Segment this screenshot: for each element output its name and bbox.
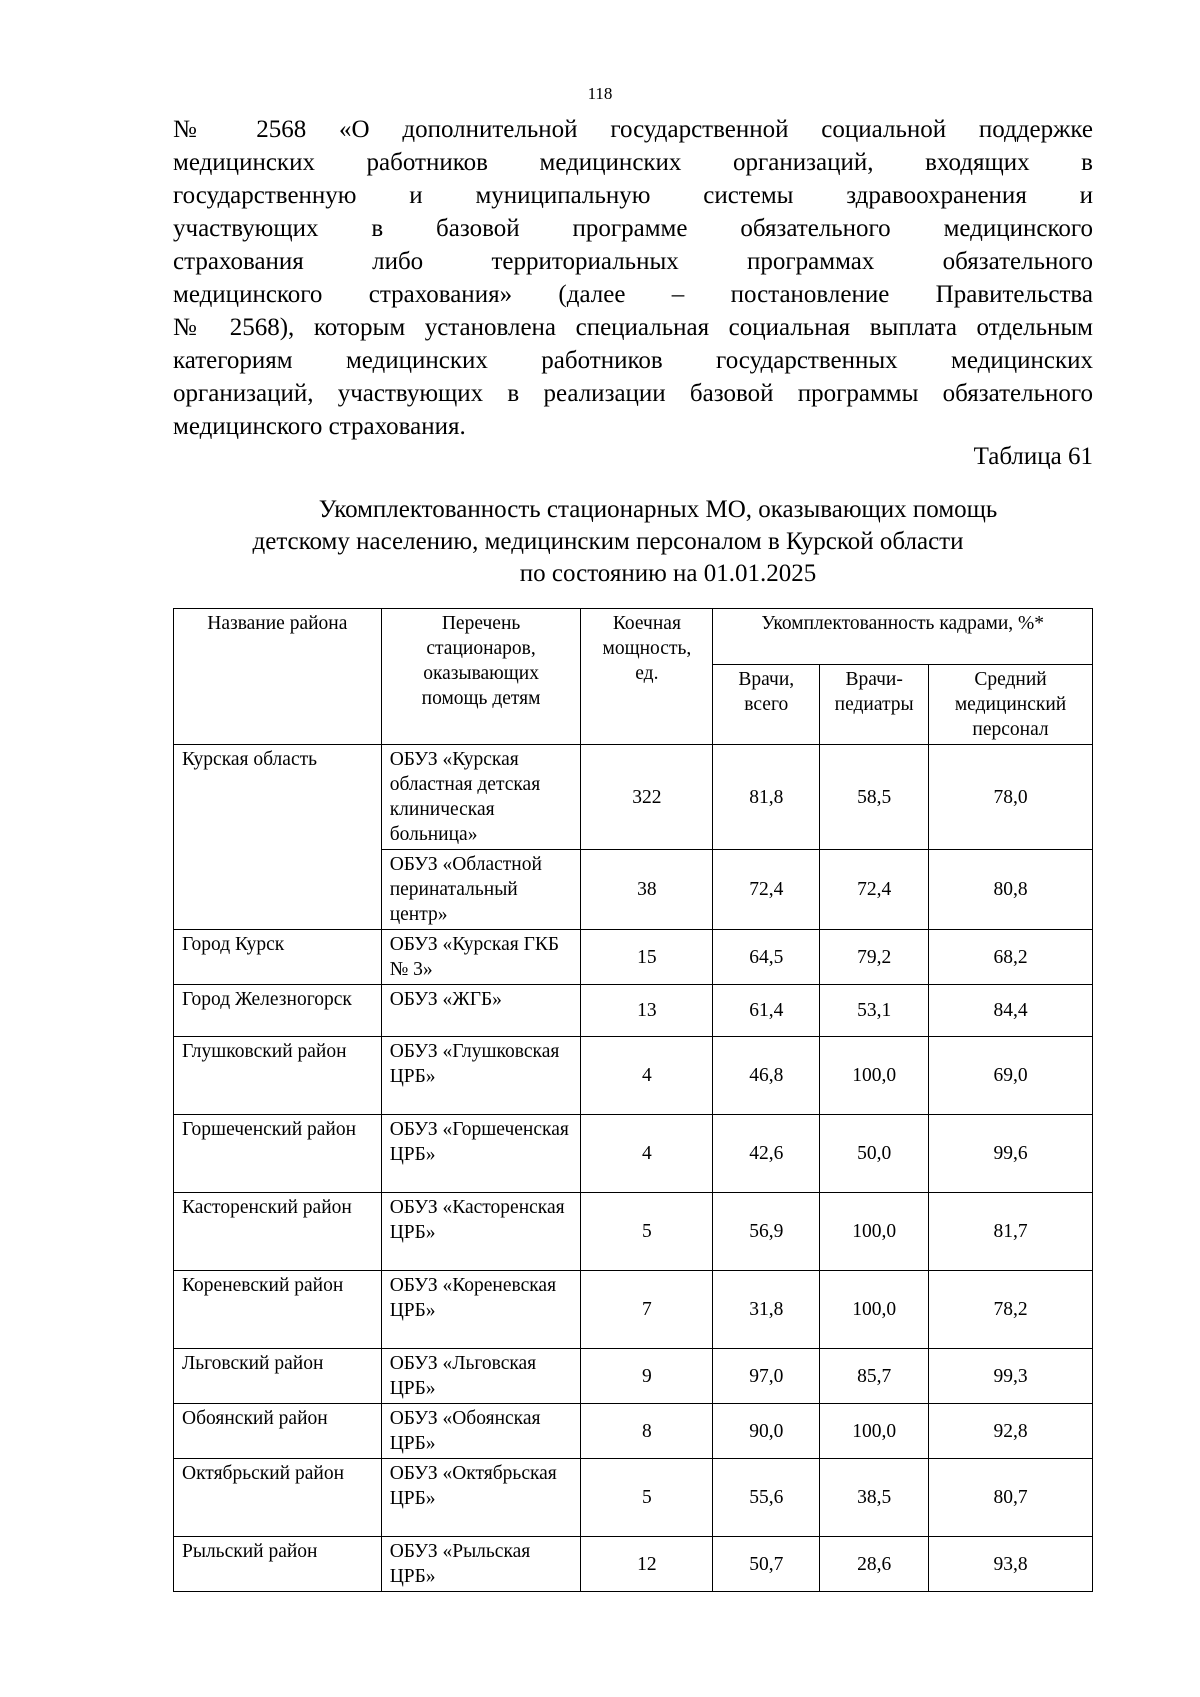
pediatricians-cell: 85,7: [820, 1349, 929, 1404]
doctors-cell: 61,4: [713, 985, 820, 1037]
paragraph-line: медицинского страхования.: [173, 413, 466, 440]
pediatricians-cell: 100,0: [820, 1193, 929, 1271]
table-row: [174, 1115, 1093, 1193]
table-row: [174, 1037, 1093, 1115]
paragraph-line: участвующих в базовой программе обязательного медицинского: [173, 215, 1093, 242]
table-title-line: по состоянию на 01.01.2025: [519, 560, 817, 587]
doctors-cell: 90,0: [713, 1404, 820, 1459]
district-cell: Рыльский район: [174, 1537, 382, 1592]
doctors-cell: 46,8: [713, 1037, 820, 1115]
nurses-cell: 81,7: [929, 1193, 1093, 1271]
pediatricians-cell: 100,0: [820, 1404, 929, 1459]
hospital-cell: ОБУЗ «Курская ГКБ № 3»: [381, 930, 581, 985]
header-doctors-total: Врачи, всего: [713, 665, 820, 745]
table-row: [174, 1537, 1093, 1592]
beds-cell: 4: [581, 1115, 713, 1193]
hospital-cell: ОБУЗ «Курская областная детская клиническая больница»: [381, 745, 581, 850]
staffing-table: [173, 608, 1093, 1592]
hospital-cell: ОБУЗ «Рыльская ЦРБ»: [381, 1537, 581, 1592]
hospital-cell: ОБУЗ «ЖГБ»: [381, 985, 581, 1037]
nurses-cell: 69,0: [929, 1037, 1093, 1115]
pediatricians-cell: 72,4: [820, 850, 929, 930]
nurses-cell: 78,2: [929, 1271, 1093, 1349]
paragraph-line: государственную и муниципальную системы здравоохранения и: [173, 182, 1093, 209]
pediatricians-cell: 100,0: [820, 1037, 929, 1115]
nurses-cell: 68,2: [929, 930, 1093, 985]
nurses-cell: 84,4: [929, 985, 1093, 1037]
nurses-cell: 93,8: [929, 1537, 1093, 1592]
paragraph-line: страхования либо территориальных программах обязательного: [173, 248, 1093, 275]
paragraph-line: организаций, участвующих в реализации базовой программы обязательного: [173, 380, 1093, 407]
body-paragraph: [173, 113, 1093, 443]
header-nurses: Средний медицинский персонал: [929, 665, 1093, 745]
doctors-cell: 50,7: [713, 1537, 820, 1592]
table-title-line: Укомплектованность стационарных МО, оказывающих помощь: [318, 496, 998, 523]
nurses-cell: 80,7: [929, 1459, 1093, 1537]
table-title-line: детскому населению, медицинским персоналом в Курской области: [252, 528, 964, 555]
table-row: [174, 745, 1093, 850]
district-cell: Льговский район: [174, 1349, 382, 1404]
pediatricians-cell: 38,5: [820, 1459, 929, 1537]
paragraph-line: медицинского страхования» (далее – постановление Правительства: [173, 281, 1093, 308]
pediatricians-cell: 53,1: [820, 985, 929, 1037]
table-row: [174, 1459, 1093, 1537]
table-row: [174, 1404, 1093, 1459]
hospital-cell: ОБУЗ «Обоянская ЦРБ»: [381, 1404, 581, 1459]
hospital-cell: ОБУЗ «Льговская ЦРБ»: [381, 1349, 581, 1404]
doctors-cell: 97,0: [713, 1349, 820, 1404]
paragraph-line: медицинских работников медицинских организаций, входящих в: [173, 149, 1093, 176]
beds-cell: 8: [581, 1404, 713, 1459]
paragraph-line: категориям медицинских работников государственных медицинских: [173, 347, 1093, 374]
doctors-cell: 64,5: [713, 930, 820, 985]
doctors-cell: 42,6: [713, 1115, 820, 1193]
district-cell: Октябрьский район: [174, 1459, 382, 1537]
beds-cell: 7: [581, 1271, 713, 1349]
paragraph-line: № 2568), которым установлена специальная социальная выплата отдельным: [173, 314, 1093, 341]
header-hospitals: Перечень стационаров, оказывающих помощь детям: [381, 609, 581, 745]
hospital-cell: ОБУЗ «Кореневская ЦРБ»: [381, 1271, 581, 1349]
district-cell: Кореневский район: [174, 1271, 382, 1349]
pediatricians-cell: 50,0: [820, 1115, 929, 1193]
table-title: [173, 494, 1093, 590]
district-cell: Обоянский район: [174, 1404, 382, 1459]
doctors-cell: 56,9: [713, 1193, 820, 1271]
pediatricians-cell: 79,2: [820, 930, 929, 985]
doctors-cell: 55,6: [713, 1459, 820, 1537]
hospital-cell: ОБУЗ «Горшеченская ЦРБ»: [381, 1115, 581, 1193]
nurses-cell: 80,8: [929, 850, 1093, 930]
doctors-cell: 31,8: [713, 1271, 820, 1349]
table-row: [174, 930, 1093, 985]
beds-cell: 12: [581, 1537, 713, 1592]
beds-cell: 5: [581, 1459, 713, 1537]
table-row: [174, 1271, 1093, 1349]
table-row: [174, 1349, 1093, 1404]
district-cell: Горшеченский район: [174, 1115, 382, 1193]
district-cell: Город Курск: [174, 930, 382, 985]
beds-cell: 15: [581, 930, 713, 985]
beds-cell: 38: [581, 850, 713, 930]
district-cell: Город Железногорск: [174, 985, 382, 1037]
beds-cell: 13: [581, 985, 713, 1037]
header-pediatricians: Врачи-педиатры: [820, 665, 929, 745]
beds-cell: 4: [581, 1037, 713, 1115]
nurses-cell: 99,3: [929, 1349, 1093, 1404]
district-cell: Глушковский район: [174, 1037, 382, 1115]
pediatricians-cell: 58,5: [820, 745, 929, 850]
header-district: Название района: [174, 609, 382, 745]
district-cell: Курская область: [174, 745, 382, 930]
pediatricians-cell: 100,0: [820, 1271, 929, 1349]
nurses-cell: 78,0: [929, 745, 1093, 850]
beds-cell: 9: [581, 1349, 713, 1404]
table-row: [174, 985, 1093, 1037]
district-cell: Касторенский район: [174, 1193, 382, 1271]
table-row: [174, 1193, 1093, 1271]
doctors-cell: 81,8: [713, 745, 820, 850]
paragraph-line: № 2568 «О дополнительной государственной социальной поддержке: [173, 116, 1093, 143]
beds-cell: 5: [581, 1193, 713, 1271]
header-beds: Коечная мощность, ед.: [581, 609, 713, 745]
nurses-cell: 92,8: [929, 1404, 1093, 1459]
pediatricians-cell: 28,6: [820, 1537, 929, 1592]
page-number: 118: [587, 84, 613, 103]
nurses-cell: 99,6: [929, 1115, 1093, 1193]
header-staffing: Укомплектованность кадрами, %*: [713, 609, 1093, 665]
beds-cell: 322: [581, 745, 713, 850]
doctors-cell: 72,4: [713, 850, 820, 930]
hospital-cell: ОБУЗ «Областной перинатальный центр»: [381, 850, 581, 930]
hospital-cell: ОБУЗ «Октябрьская ЦРБ»: [381, 1459, 581, 1537]
table-number: Таблица 61: [973, 443, 1093, 470]
hospital-cell: ОБУЗ «Касторенская ЦРБ»: [381, 1193, 581, 1271]
hospital-cell: ОБУЗ «Глушковская ЦРБ»: [381, 1037, 581, 1115]
